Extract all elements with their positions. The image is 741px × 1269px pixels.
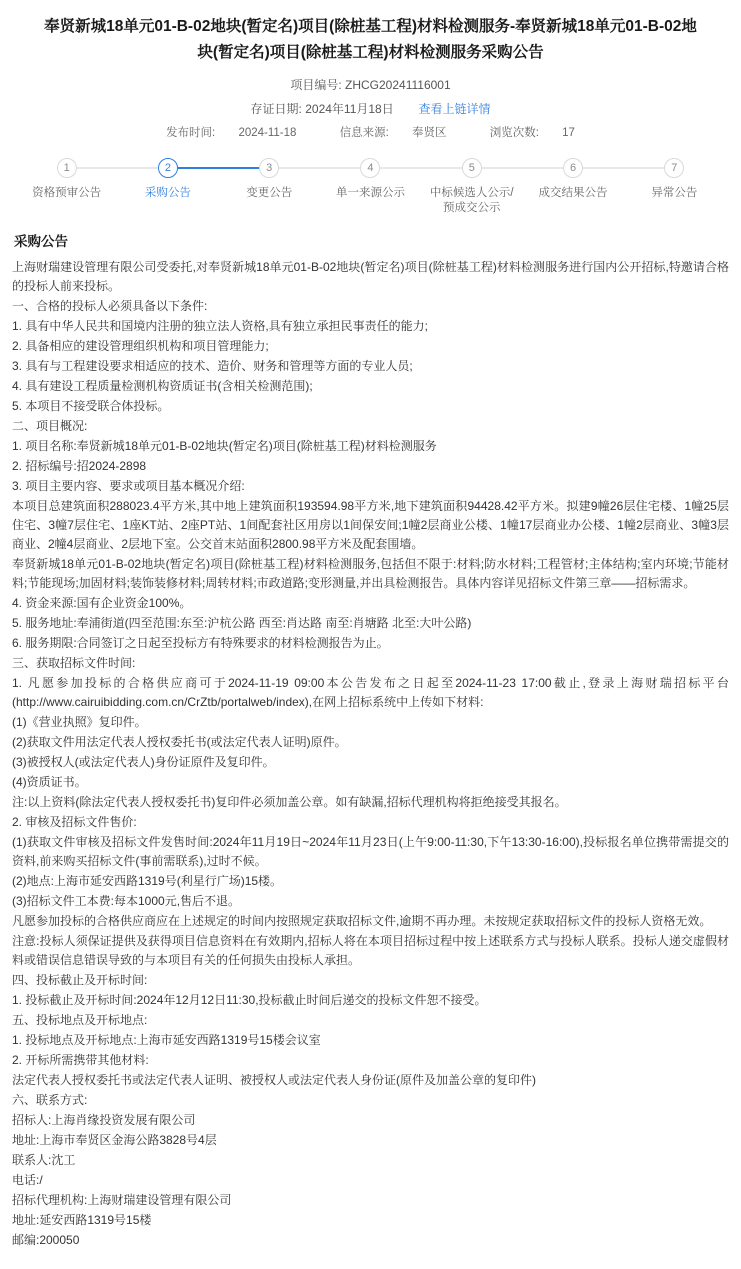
body-paragraph: 一、合格的投标人必须具备以下条件: [12,299,208,313]
archive-row [12,98,729,120]
publish-row [12,122,729,144]
body-paragraph: 5. 服务地址:奉浦街道(四至范围:东至:沪杭公路 西至:肖达路 南至:肖塘路 北至:大叶公路) [12,616,472,630]
step-label: 变更公告 [246,187,293,199]
body-paragraph: (1)《营业执照》复印件。 [12,715,147,729]
step-number: 4 [360,158,380,178]
meta-block [12,74,729,144]
body-paragraph: 2. 开标所需携带其他材料: [12,1053,149,1067]
body-paragraph: (3)招标文件工本费:每本1000元,售后不退。 [12,894,241,908]
step-number: 2 [158,158,178,178]
archive-date: 2024年11月18日 [305,102,394,116]
step-label: 中标候选人公示/预成交公示 [429,187,514,214]
body-paragraph: 2. 招标编号:招2024-2898 [12,459,147,473]
project-no-value: ZHCG20241116001 [345,78,451,92]
step-label: 单一来源公示 [335,187,405,199]
step-number: 6 [563,158,583,178]
body-paragraph: 本项目总建筑面积288023.4平方米,其中地上建筑面积193594.98平方米,地下建筑面积94428.42平方米。拟建9幢26层住宅楼、1幢25层住宅、3幢7层住宅、1座KT站、2座PT站、1间配套社区用房以1间保安间;1幢2层商业公楼、1幢17层商业办公楼、1幢2层商业、3幢3层商业、2幢4层商业、2层地下室。公交首末站面积2800.98平方米及配套围墙。 [12,499,729,551]
body-paragraph: 邮编:200050 [12,1233,80,1247]
body-paragraph: 四、投标截止及开标时间: [12,973,148,987]
body-paragraph: 电话:/ [12,1173,43,1187]
source-value: 奉贤区 [412,127,447,139]
body-paragraph: 奉贤新城18单元01-B-02地块(暂定名)项目(除桩基工程)材料检测服务,包括但不限于:材料;防水材料;工程管材;主体结构;室内环境;节能材料;节能现场;加固材料;装饰装修材料;周转材料;市政道路;变形测量,并出具检测报告。具体内容详见招标文件第三章——招标需求。 [12,557,729,590]
body-paragraph: 注:以上资料(除法定代表人授权委托书)复印件必须加盖公章。如有缺漏,招标代理机构将拒绝接受其报名。 [12,795,567,809]
step-3[interactable] [219,158,320,201]
body-paragraph: 5. 本项目不接受联合体投标。 [12,399,170,413]
body-paragraph: 五、投标地点及开标地点: [12,1013,148,1027]
step-number: 1 [57,158,77,178]
step-2[interactable] [117,158,218,201]
body-paragraph: (4)资质证书。 [12,775,87,789]
section-heading: 采购公告 [14,234,68,249]
step-label: 资格预审公告 [32,187,102,199]
step-number: 5 [462,158,482,178]
step-connector [269,167,370,169]
body-paragraph: 法定代表人授权委托书或法定代表人证明、被授权人或法定代表人身份证(原件及加盖公章的复印件) [12,1073,536,1087]
body-paragraph: 招标代理机构:上海财瑞建设管理有限公司 [12,1193,232,1207]
body-paragraph: 上海财瑞建设管理有限公司受委托,对奉贤新城18单元01-B-02地块(暂定名)项目(除桩基工程)材料检测服务进行国内公开招标,特邀请合格的投标人前来投标。 [12,260,729,293]
body-paragraph: 6. 服务期限:合同签订之日起至投标方有特殊要求的材料检测报告为止。 [12,636,389,650]
body-paragraph: 1. 具有中华人民共和国境内注册的独立法人资格,具有独立承担民事责任的能力; [12,319,429,333]
body-paragraph: 1. 投标地点及开标地点:上海市延安西路1319号15楼会议室 [12,1033,321,1047]
project-no-row [12,74,729,96]
body-paragraph: 六、联系方式: [12,1093,88,1107]
body-paragraph: 注意:投标人须保证提供及获得项目信息资料在有效期内,招标人将在本项目招标过程中按上述联系方式与投标人联系。投标人递交虚假材料或错误信息错误导致的与本项目有关的任何损失由投标人承担。 [12,934,729,967]
body-paragraph: 地址:延安西路1319号15楼 [12,1213,152,1227]
step-label: 采购公告 [144,187,191,199]
step-6[interactable] [522,158,623,201]
page-title: 奉贤新城18单元01-B-02地块(暂定名)项目(除桩基工程)材料检测服务-奉贤新城18单元01-B-02地块(暂定名)项目(除桩基工程)材料检测服务采购公告 [44,18,697,61]
announcement-body [12,258,729,1251]
body-paragraph: 1. 凡愿参加投标的合格供应商可于2024-11-19 09:00本公告发布之日起至2024-11-23 17:00截止,登录上海财瑞招标平台(http://www.cairuibidding.com.cn/CrZtb/portalweb/index),在网上招标系统中上传如下材料: [12,676,729,709]
body-paragraph: 4. 资金来源:国有企业资金100%。 [12,596,192,610]
step-connector [472,167,573,169]
step-7[interactable] [624,158,725,201]
body-paragraph: 联系人:沈工 [12,1153,76,1167]
bottom-spacer [12,1251,729,1269]
body-paragraph: 4. 具有建设工程质量检测机构资质证书(含相关检测范围); [12,379,313,393]
views-value: 17 [562,127,575,139]
project-no-label: 项目编号: [290,78,342,92]
step-label: 成交结果公告 [538,187,608,199]
body-paragraph: (2)获取文件用法定代表人授权委托书(或法定代表人证明)原件。 [12,735,347,749]
source-label: 信息来源: [339,127,389,139]
body-paragraph: 地址:上海市奉贤区金海公路3828号4层 [12,1133,217,1147]
step-connector [168,167,269,169]
publish-time: 2024-11-18 [238,127,297,139]
body-paragraph: 2. 审核及招标文件售价: [12,815,137,829]
body-paragraph: 3. 具有与工程建设要求相适应的技术、造价、财务和管理等方面的专业人员; [12,359,413,373]
publish-group [156,127,310,139]
body-paragraph: 三、获取招标文件时间: [12,656,136,670]
progress-stepper [12,158,729,216]
step-1[interactable] [16,158,117,201]
step-connector [67,167,168,169]
views-label: 浏览次数: [489,127,539,139]
body-paragraph: 3. 项目主要内容、要求或项目基本概况介绍: [12,479,245,493]
step-connector [573,167,674,169]
source-group [330,127,460,139]
chain-detail-link[interactable]: 查看上链详情 [418,102,491,116]
publish-label: 发布时间: [166,127,216,139]
body-paragraph: 2. 具备相应的建设管理组织机构和项目管理能力; [12,339,269,353]
body-paragraph: 凡愿参加投标的合格供应商应在上述规定的时间内按照规定获取招标文件,逾期不再办理。未按规定获取招标文件的投标人资格无效。 [12,914,712,928]
views-group [480,127,585,139]
step-4[interactable] [320,158,421,201]
archive-label: 存证日期: [250,102,302,116]
body-paragraph: 二、项目概况: [12,419,88,433]
body-paragraph: (3)被授权人(或法定代表人)身份证原件及复印件。 [12,755,275,769]
body-paragraph: 1. 投标截止及开标时间:2024年12月12日11:30,投标截止时间后递交的投标文件恕不接受。 [12,993,487,1007]
body-paragraph: 招标人:上海肖缘投资发展有限公司 [12,1113,196,1127]
body-paragraph: 1. 项目名称:奉贤新城18单元01-B-02地块(暂定名)项目(除桩基工程)材料检测服务 [12,439,437,453]
step-connector [370,167,471,169]
step-number: 3 [259,158,279,178]
body-paragraph: (1)获取文件审核及招标文件发售时间:2024年11月19日~2024年11月23日(上午9:00-11:30,下午13:30-16:00),投标报名单位携带需提交的资料,前来购买招标文件(事前需联系),过时不候。 [12,835,729,868]
step-number: 7 [664,158,684,178]
step-label: 异常公告 [651,187,698,199]
body-paragraph: (2)地点:上海市延安西路1319号(利星行广场)15楼。 [12,874,283,888]
